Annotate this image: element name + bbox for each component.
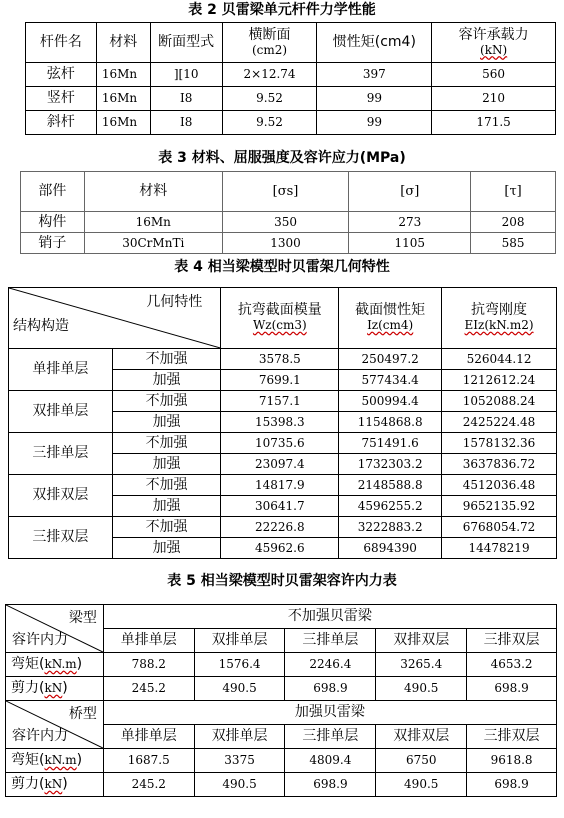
- header-cell: 三排单层: [285, 629, 376, 653]
- table-row: [6, 749, 557, 773]
- sub-label: 加强: [112, 370, 221, 391]
- cell: 1576.4: [194, 653, 285, 677]
- table3-caption: 表 3 材料、屈服强度及容许应力(MPa): [158, 150, 406, 166]
- cell: 竖杆: [26, 87, 97, 111]
- cell: 30641.7: [221, 496, 339, 517]
- corner-label-bottom: 容许内力: [12, 632, 68, 648]
- cell: 6768054.72: [442, 517, 557, 538]
- header-cell: 容许承载力 (kN): [432, 23, 556, 63]
- row-label: 弯矩(kN.m): [6, 749, 104, 773]
- cell: 1052088.24: [442, 391, 557, 412]
- cell: 3578.5: [221, 349, 339, 370]
- table3: [20, 171, 556, 254]
- table-row: [6, 653, 557, 677]
- cell: 245.2: [103, 677, 194, 701]
- corner-diagonal-cell: [6, 701, 104, 749]
- cell: 2246.4: [285, 653, 376, 677]
- header-cell: [σ]: [349, 172, 471, 212]
- cell: 3265.4: [376, 653, 467, 677]
- table-row: [21, 233, 556, 254]
- cell: 45962.6: [221, 538, 339, 559]
- sub-label: 加强: [112, 496, 221, 517]
- cell: 208: [471, 212, 556, 233]
- cell: 788.2: [103, 653, 194, 677]
- cell: 171.5: [432, 111, 556, 135]
- cell: 698.9: [467, 773, 557, 797]
- header-cell: 抗弯截面模量 Wz(cm3): [221, 288, 339, 349]
- cell: ][10: [150, 63, 222, 87]
- cell: 7699.1: [221, 370, 339, 391]
- cell: 23097.4: [221, 454, 339, 475]
- header-cell: 双排双层: [376, 725, 467, 749]
- cell: 16Mn: [96, 63, 150, 87]
- cell: 490.5: [194, 773, 285, 797]
- cell: 7157.1: [221, 391, 339, 412]
- cell: 9652135.92: [442, 496, 557, 517]
- cell: 4653.2: [467, 653, 557, 677]
- cell: 6894390: [339, 538, 442, 559]
- cell: 销子: [21, 233, 85, 254]
- cell: 585: [471, 233, 556, 254]
- table5-caption: 表 5 相当梁模型时贝雷架容许内力表: [167, 573, 397, 589]
- header-cell: 三排单层: [285, 725, 376, 749]
- header-cell: 抗弯刚度 EIz(kN.m2): [442, 288, 557, 349]
- section-title: 不加强贝雷梁: [103, 605, 556, 629]
- sub-label: 加强: [112, 538, 221, 559]
- cell: 1212612.24: [442, 370, 557, 391]
- table-row: [9, 391, 557, 412]
- cell: 16Mn: [96, 111, 150, 135]
- row-label: 弯矩(kN.m): [6, 653, 104, 677]
- group-label: 双排单层: [9, 391, 113, 433]
- header-cell: 单排单层: [103, 725, 194, 749]
- table2: [25, 22, 556, 135]
- table4-header-row: [9, 288, 557, 349]
- row-label: 剪力(kN): [6, 773, 104, 797]
- cell: 3222883.2: [339, 517, 442, 538]
- cell: 210: [432, 87, 556, 111]
- cell: 9.52: [222, 111, 317, 135]
- cell: 1300: [222, 233, 349, 254]
- header-cell: 双排双层: [376, 629, 467, 653]
- cell: 6750: [376, 749, 467, 773]
- corner-label-top: 梁型: [68, 610, 97, 626]
- cell: 250497.2: [339, 349, 442, 370]
- group-label: 双排双层: [9, 475, 113, 517]
- table-row: [6, 677, 557, 701]
- cell: 1732303.2: [339, 454, 442, 475]
- cell: 245.2: [103, 773, 194, 797]
- cell: 350: [222, 212, 349, 233]
- sub-label: 不加强: [112, 349, 221, 370]
- corner-label-top: 桥型: [68, 706, 97, 722]
- cell: 2425224.48: [442, 412, 557, 433]
- table-row: [9, 349, 557, 370]
- corner-label-top: 几何特性: [146, 294, 203, 310]
- header-cell: 三排双层: [467, 725, 557, 749]
- cell: 698.9: [285, 677, 376, 701]
- cell: 14817.9: [221, 475, 339, 496]
- sub-label: 不加强: [112, 433, 221, 454]
- cell: 9618.8: [467, 749, 557, 773]
- table3-header-row: [21, 172, 556, 212]
- table5: [5, 604, 557, 797]
- cell: 15398.3: [221, 412, 339, 433]
- table2-caption: 表 2 贝雷梁单元杆件力学性能: [188, 2, 376, 18]
- cell: I8: [150, 111, 222, 135]
- header-cell: 材料: [96, 23, 150, 63]
- cell: 4512036.48: [442, 475, 557, 496]
- sub-label: 不加强: [112, 391, 221, 412]
- header-cell: 截面惯性矩 Iz(cm4): [339, 288, 442, 349]
- cell: 4809.4: [285, 749, 376, 773]
- corner-diagonal-cell: [6, 605, 104, 653]
- table-row: [6, 773, 557, 797]
- table-row: [26, 87, 556, 111]
- cell: 3375: [194, 749, 285, 773]
- header-cell: 单排单层: [103, 629, 194, 653]
- table2-header-row: [26, 23, 556, 63]
- cell: 577434.4: [339, 370, 442, 391]
- header-cell: 双排单层: [194, 725, 285, 749]
- cell: 斜杆: [26, 111, 97, 135]
- cell: 10735.6: [221, 433, 339, 454]
- header-cell: 部件: [21, 172, 85, 212]
- cell: 1105: [349, 233, 471, 254]
- cell: 弦杆: [26, 63, 97, 87]
- row-label: 剪力(kN): [6, 677, 104, 701]
- group-label: 三排单层: [9, 433, 113, 475]
- cell: I8: [150, 87, 222, 111]
- table-row: [9, 433, 557, 454]
- cell: 273: [349, 212, 471, 233]
- table5-part2-title-row: [6, 701, 557, 725]
- cell: 1578132.36: [442, 433, 557, 454]
- cell: 16Mn: [96, 87, 150, 111]
- header-cell: 材料: [84, 172, 222, 212]
- cell: 526044.12: [442, 349, 557, 370]
- cell: 4596255.2: [339, 496, 442, 517]
- table-row: [26, 111, 556, 135]
- cell: 99: [317, 111, 432, 135]
- table-row: [9, 475, 557, 496]
- cell: 30CrMnTi: [84, 233, 222, 254]
- cell: 16Mn: [84, 212, 222, 233]
- corner-diagonal-cell: [9, 288, 221, 349]
- table4: [8, 287, 557, 559]
- cell: 99: [317, 87, 432, 111]
- cell: 698.9: [285, 773, 376, 797]
- cell: 500994.4: [339, 391, 442, 412]
- header-cell: 三排双层: [467, 629, 557, 653]
- header-cell: [σs]: [222, 172, 349, 212]
- cell: 1154868.8: [339, 412, 442, 433]
- cell: 2148588.8: [339, 475, 442, 496]
- sub-label: 不加强: [112, 475, 221, 496]
- header-cell: 横断面 (cm2): [222, 23, 317, 63]
- cell: 698.9: [467, 677, 557, 701]
- table-row: [21, 212, 556, 233]
- group-label: 单排单层: [9, 349, 113, 391]
- cell: 22226.8: [221, 517, 339, 538]
- section-title: 加强贝雷梁: [103, 701, 556, 725]
- table5-part1-title-row: [6, 605, 557, 629]
- cell: 1687.5: [103, 749, 194, 773]
- cell: 构件: [21, 212, 85, 233]
- header-cell: 断面型式: [150, 23, 222, 63]
- header-cell: 杆件名: [26, 23, 97, 63]
- cell: 560: [432, 63, 556, 87]
- table4-caption: 表 4 相当梁模型时贝雷架几何特性: [174, 259, 390, 275]
- group-label: 三排双层: [9, 517, 113, 559]
- cell: 14478219: [442, 538, 557, 559]
- table-row: [26, 63, 556, 87]
- header-cell: 双排单层: [194, 629, 285, 653]
- cell: 490.5: [194, 677, 285, 701]
- corner-label-bottom: 容许内力: [12, 728, 68, 744]
- cell: 751491.6: [339, 433, 442, 454]
- cell: 490.5: [376, 773, 467, 797]
- corner-label-bottom: 结构构造: [13, 318, 69, 334]
- cell: 9.52: [222, 87, 317, 111]
- header-cell: 惯性矩(cm4): [317, 23, 432, 63]
- sub-label: 不加强: [112, 517, 221, 538]
- cell: 2×12.74: [222, 63, 317, 87]
- cell: 397: [317, 63, 432, 87]
- cell: 3637836.72: [442, 454, 557, 475]
- header-cell: [τ]: [471, 172, 556, 212]
- table-row: [9, 517, 557, 538]
- sub-label: 加强: [112, 454, 221, 475]
- cell: 490.5: [376, 677, 467, 701]
- sub-label: 加强: [112, 412, 221, 433]
